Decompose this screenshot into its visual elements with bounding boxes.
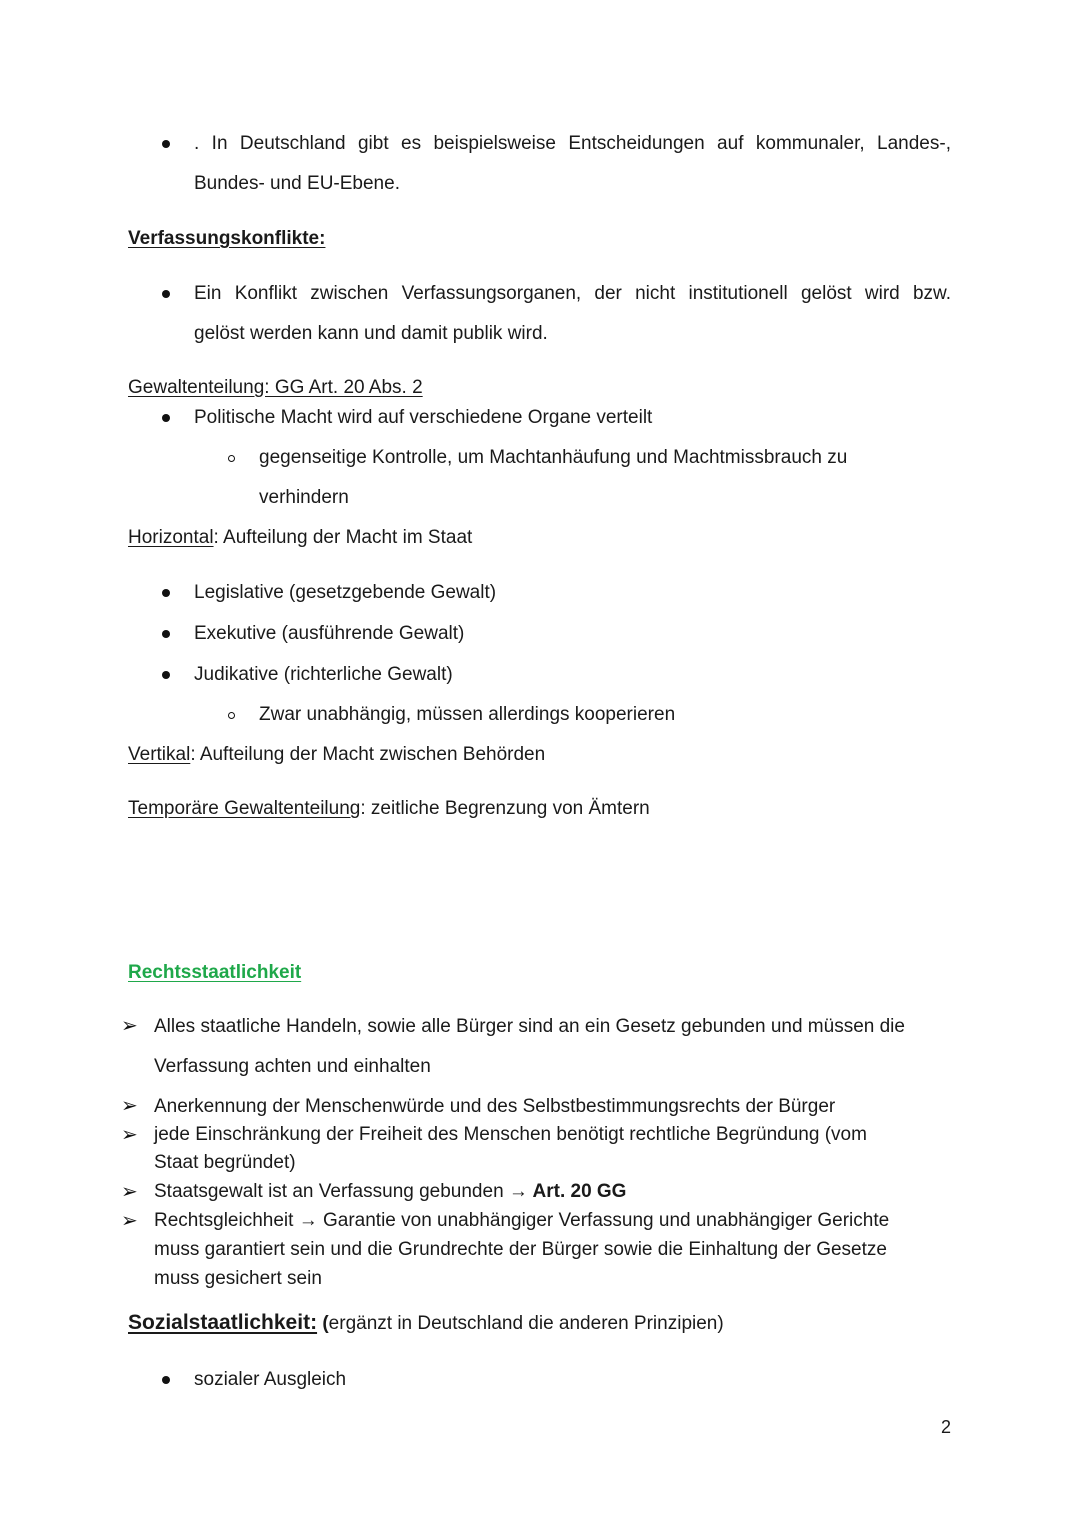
text-line: sozialer Ausgleich [194,1369,347,1390]
text-line: muss gesichert sein [154,1268,322,1289]
arrowhead-bullet-icon: ➢ [121,1095,138,1117]
list-item: Exekutive (ausführende Gewalt) [194,623,465,644]
page-number: 2 [941,1417,952,1437]
term-temporaer: Temporäre Gewaltenteilung [128,798,361,819]
list-item: Legislative (gesetzgebende Gewalt) [194,582,497,603]
bullet-dot [162,589,170,597]
temporaer-line [128,797,650,821]
text-temporaer: : zeitliche Begrenzung von Ämtern [360,798,650,819]
heading-sozialstaatlichkeit: Sozialstaatlichkeit: [128,1311,318,1334]
paren-open: ( [317,1313,329,1334]
text-rechtsgleichheit: Rechtsgleichheit [154,1210,299,1231]
text-line: Anerkennung der Menschenwürde und des Selbstbestimmungsrechts der Bürger [154,1096,836,1117]
text-line: Zwar unabhängig, müssen allerdings kooperieren [259,704,676,725]
heading-verfassungskonflikte: Verfassungskonflikte: [128,228,326,249]
bullet-dot [162,414,170,422]
arrowhead-bullet-icon: ➢ [121,1210,138,1232]
text-line: Alles staatliche Handeln, sowie alle Bürger sind an ein Gesetz gebunden und müssen die [154,1016,905,1037]
text-line: jede Einschränkung der Freiheit des Menschen benötigt rechtliche Begründung (vom [154,1124,867,1145]
text-line: Politische Macht wird auf verschiedene Organe verteilt [194,407,653,428]
text-line [154,1209,889,1233]
sub-bullet-circle [228,712,235,719]
sozialstaat-line [128,1311,724,1336]
list-item: Judikative (richterliche Gewalt) [194,664,453,685]
text-staatsgewalt: Staatsgewalt ist an Verfassung gebunden [154,1181,509,1202]
term-vertikal: Vertikal [128,744,191,765]
term-horizontal: Horizontal [128,527,214,548]
arrowhead-bullet-icon: ➢ [121,1181,138,1203]
bullet-dot [162,290,170,298]
arrow-right-icon: → [298,1210,318,1231]
text-art20: Art. 20 GG [527,1181,627,1202]
heading-rechtsstaatlichkeit: Rechtsstaatlichkeit [128,962,302,983]
text-line: . In Deutschland gibt es beispielsweise Entscheidungen auf kommunaler, Landes-, [194,133,951,154]
text-horizontal: : Aufteilung der Macht im Staat [213,527,473,548]
heading-gewaltenteilung: Gewaltenteilung: GG Art. 20 Abs. 2 [128,377,423,398]
bullet-dot [162,671,170,679]
bullet-dot [162,140,170,148]
text-line [154,1180,626,1204]
arrow-right-icon: → [508,1181,528,1202]
text-line: gelöst werden kann und damit publik wird. [194,323,548,344]
bullet-dot [162,630,170,638]
text-line: verhindern [259,487,349,508]
text-line: Bundes- und EU-Ebene. [194,173,400,194]
text-line: Verfassung achten und einhalten [154,1056,431,1077]
text-line: Ein Konflikt zwischen Verfassungsorganen, der nicht institutionell gelöst wird bzw. [194,283,951,304]
text-line: Staat begründet) [154,1152,296,1173]
arrowhead-bullet-icon: ➢ [121,1124,138,1146]
text-sozialstaat: ergänzt in Deutschland die anderen Prinzipien) [328,1313,724,1334]
text-vertikal: : Aufteilung der Macht zwischen Behörden [190,744,546,765]
text-garantie: Garantie von unabhängiger Verfassung und unabhängiger Gerichte [317,1210,890,1231]
sub-bullet-circle [228,455,235,462]
text-line: muss garantiert sein und die Grundrechte der Bürger sowie die Einhaltung der Gesetze [154,1239,887,1260]
bullet-dot [162,1376,170,1384]
arrowhead-bullet-icon: ➢ [121,1015,138,1037]
text-line: gegenseitige Kontrolle, um Machtanhäufung und Machtmissbrauch zu [259,447,848,468]
horizontal-line [128,526,472,550]
vertikal-line [128,743,545,767]
